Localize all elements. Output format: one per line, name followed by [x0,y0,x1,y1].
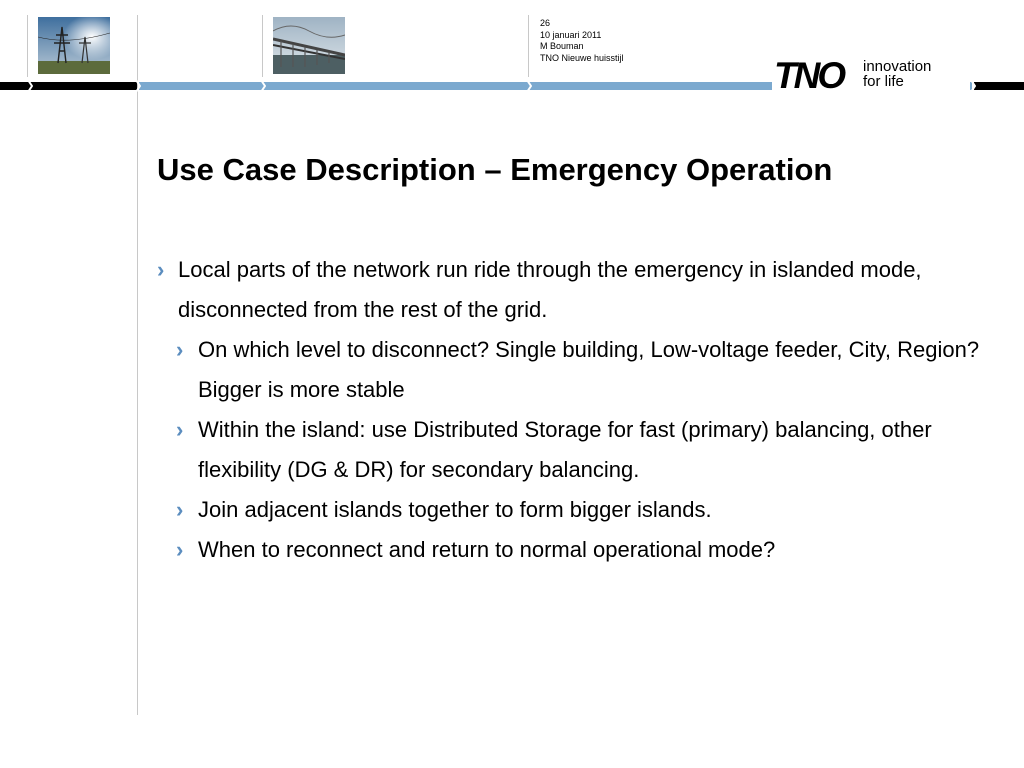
bridge-photo [273,17,345,74]
band-chevron-2 [135,80,141,92]
tagline-line-1: innovation [863,58,932,75]
sub-bullet-item [157,490,987,530]
slide-title: Use Case Description – Emergency Operation [157,152,833,187]
power-pylon-photo [38,17,110,74]
bullet-arrow-icon: › [176,537,184,562]
band-left-black [0,82,137,90]
sub-bullet-text: Join adjacent islands together to form bigger islands. [198,497,712,522]
bullet-list [157,250,987,570]
header-divider-4 [528,15,529,77]
header-divider-3 [262,15,263,77]
band-chevron-5 [970,80,976,92]
slide-number: 26 [540,18,551,28]
bullet-arrow-icon: › [157,257,165,282]
sub-bullet-text: On which level to disconnect? Single building, Low-voltage feeder, City, Region? Bigger is more stable [198,337,980,402]
band-chevron-1 [27,80,33,92]
sub-bullet-item [157,330,987,410]
tno-tagline [863,59,931,89]
bullet-arrow-icon: › [176,337,184,362]
bullet-text: Local parts of the network run ride through the emergency in islanded mode, disconnected from the rest of the grid. [178,257,922,322]
tno-wordmark: TNO [774,55,844,96]
slide-meta [540,18,624,64]
band-right-black [974,82,1024,90]
tagline-line-2: for life [863,73,904,90]
header-divider-2 [137,15,138,715]
sub-bullet-item [157,530,987,570]
tno-logo [772,56,970,96]
slide-author: M Bouman [540,41,584,51]
slide-date: 10 januari 2011 [540,29,602,40]
sub-bullet-text: When to reconnect and return to normal operational mode? [198,537,776,562]
bullet-arrow-icon: › [176,417,184,442]
header-divider-1 [27,15,28,77]
slide-template: TNO Nieuwe huisstijl [540,52,624,63]
bullet-arrow-icon: › [176,497,184,522]
band-chevron-4 [526,80,532,92]
sub-bullet-text: Within the island: use Distributed Storage for fast (primary) balancing, other flexibility (DG & DR) for secondary balancing. [198,417,932,482]
band-chevron-3 [260,80,266,92]
bullet-item [157,250,987,330]
sub-bullet-item [157,410,987,490]
